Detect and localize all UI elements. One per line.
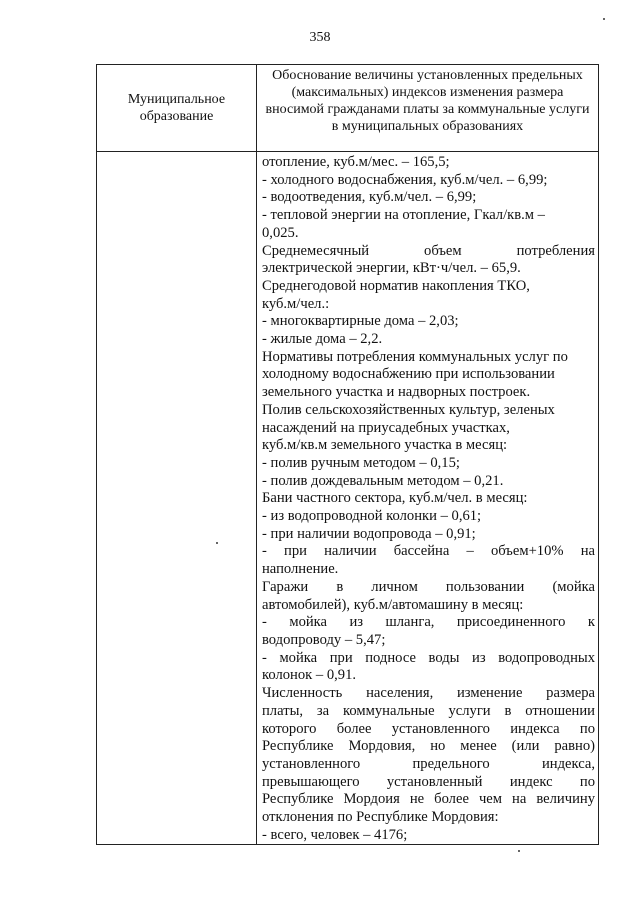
text-line: куб.м/кв.м земельного участка в месяц: xyxy=(262,437,508,454)
municipality-cell xyxy=(97,152,257,845)
text-line: колонок – 0,91. xyxy=(262,667,357,684)
text-line: Среднегодовой норматив накопления ТКО, xyxy=(262,277,530,294)
header-justification: Обоснование величины установленных предельных (максимальных) индексов изменения размера вносимой гражданами платы за коммунальные услуги в муниципальных образованиях xyxy=(257,65,599,152)
justification-cell xyxy=(257,152,599,845)
text-line: Республике Мордовия, но менее (или равно) xyxy=(262,738,595,755)
text-line: наполнение. xyxy=(262,561,339,578)
text-line: - при наличии бассейна – объем+10% на xyxy=(262,543,595,560)
text-line: - полив ручным методом – 0,15; xyxy=(262,454,460,471)
text-line: - из водопроводной колонки – 0,61; xyxy=(262,508,482,525)
text-line: Республике Мордоия не более чем на величину xyxy=(262,791,595,808)
text-line: - при наличии водопровода – 0,91; xyxy=(262,525,476,542)
text-line: платы, за коммунальные услуги в отношении xyxy=(262,702,595,719)
text-line: Полив сельскохозяйственных культур, зеленых xyxy=(262,401,555,418)
text-line: - тепловой энергии на отопление, Гкал/кв.м – xyxy=(262,207,545,224)
text-line: - многоквартирные дома – 2,03; xyxy=(262,313,459,330)
text-line: 0,025. xyxy=(262,224,299,241)
table-body-row xyxy=(97,152,599,845)
header-municipality: Муниципальное образование xyxy=(97,65,257,152)
scan-speck xyxy=(518,850,520,852)
text-line: - всего, человек – 4176; xyxy=(262,826,408,843)
text-line: - мойка при подносе воды из водопроводных xyxy=(262,649,595,666)
text-line: - водоотведения, куб.м/чел. – 6,99; xyxy=(262,189,477,206)
text-line: установленного предельного индекса, xyxy=(262,755,595,772)
text-line: автомобилей), куб.м/автомашину в месяц: xyxy=(262,596,524,613)
text-line: насаждений на приусадебных участках, xyxy=(262,419,510,436)
main-table xyxy=(96,64,599,845)
text-line: - мойка из шланга, присоединенного к xyxy=(262,614,595,631)
table-header-row xyxy=(97,65,599,152)
scan-speck xyxy=(603,18,605,20)
text-line: электрической энергии, кВт·ч/чел. – 65,9. xyxy=(262,260,521,277)
text-line: отопление, куб.м/мес. – 165,5; xyxy=(262,154,450,170)
text-line: холодному водоснабжению при использовании xyxy=(262,366,555,383)
text-line: - жилые дома – 2,2. xyxy=(262,331,383,348)
text-line: куб.м/чел.: xyxy=(262,295,330,312)
text-line: Бани частного сектора, куб.м/чел. в месяц: xyxy=(262,490,528,507)
text-line: земельного участка и надворных построек. xyxy=(262,384,531,401)
text-line: - холодного водоснабжения, куб.м/чел. – 6,99; xyxy=(262,171,548,188)
text-line: Нормативы потребления коммунальных услуг по xyxy=(262,348,568,365)
text-line: отклонения по Республике Мордовия: xyxy=(262,809,499,826)
text-line: Среднемесячный объем потребления xyxy=(262,242,595,259)
justification-text xyxy=(262,154,595,844)
scan-speck xyxy=(216,542,218,544)
text-line: - полив дождевальным методом – 0,21. xyxy=(262,472,504,489)
text-line: Численность населения, изменение размера xyxy=(262,685,595,702)
text-line: водопроводу – 5,47; xyxy=(262,631,386,648)
text-line: превышающего установленный индекс по xyxy=(262,773,595,790)
text-line: которого более установленного индекса по xyxy=(262,720,595,737)
page-number: 358 xyxy=(309,30,331,45)
text-line: Гаражи в личном пользовании (мойка xyxy=(262,578,595,595)
